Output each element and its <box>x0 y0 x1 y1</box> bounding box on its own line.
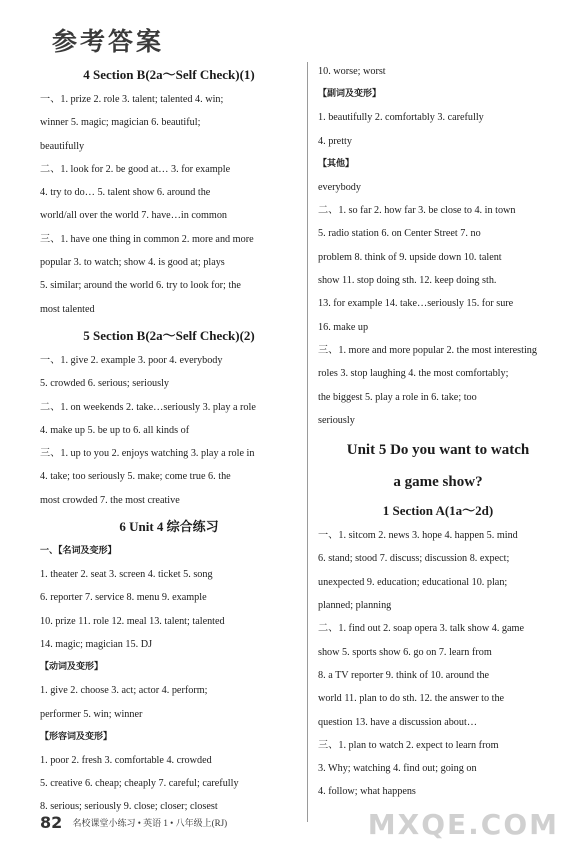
answer-line: show 5. sports show 6. go on 7. learn from <box>318 646 492 658</box>
page-footer <box>40 813 227 832</box>
answer-line: roles 3. stop laughing 4. the most comfortably; <box>318 368 509 380</box>
answer-line: 一、1. sitcom 2. news 3. hope 4. happen 5. mind <box>318 530 518 542</box>
answer-line: show 11. stop doing sth. 12. keep doing sth. <box>318 275 497 287</box>
answer-line: everybody <box>318 181 361 193</box>
answer-line: 二、1. find out 2. soap opera 3. talk show 4. game <box>318 623 524 635</box>
answer-line: 8. serious; seriously 9. close; closer; closest <box>40 801 218 813</box>
footer-text: 名校课堂小练习 • 英语 1 • 八年级上(RJ) <box>72 818 228 828</box>
answer-line: 1. beautifully 2. comfortably 3. carefully <box>318 112 484 124</box>
answer-line: 三、1. plan to watch 2. expect to learn from <box>318 739 499 751</box>
answer-line: 16. make up <box>318 321 369 333</box>
answer-line: winner 5. magic; magician 6. beautiful; <box>40 117 201 129</box>
answer-line: question 13. have a discussion about… <box>318 716 478 728</box>
unit-heading: Unit 5 Do you want to watch <box>346 442 530 459</box>
answer-line: 10. worse; worst <box>318 66 386 77</box>
unit-heading: a game show? <box>393 474 483 491</box>
column-divider <box>307 62 308 822</box>
subheading: 一、【名词及变形】 <box>40 546 117 557</box>
answer-line: unexpected 9. education; educational 10. plan; <box>318 576 508 588</box>
left-column <box>40 60 298 819</box>
section-heading: 1 Section A(1a～2d) <box>382 503 494 519</box>
answer-line: the biggest 5. play a role in 6. take; too <box>318 391 477 403</box>
answer-line: 4. pretty <box>318 135 352 147</box>
answer-line: 14. magic; magician 15. DJ <box>40 638 153 650</box>
answer-line: 1. poor 2. fresh 3. comfortable 4. crowded <box>40 754 212 766</box>
answer-line: 三、1. have one thing in common 2. more and more <box>40 233 254 245</box>
answer-line: 5. radio station 6. on Center Street 7. no <box>318 228 481 240</box>
answer-line: seriously <box>318 414 355 426</box>
answer-line: 4. follow; what happens <box>318 786 416 798</box>
answer-line: 4. make up 5. be up to 6. all kinds of <box>40 424 190 436</box>
page-title: 参考答案 <box>52 27 165 56</box>
answer-line: 1. give 2. choose 3. act; actor 4. perform; <box>40 685 208 697</box>
answer-line: 一、1. prize 2. role 3. talent; talented 4. win; <box>40 94 224 105</box>
answer-line: 三、1. more and more popular 2. the most interesting <box>318 344 537 356</box>
subheading: 【副词及变形】 <box>318 89 382 100</box>
answer-line: 6. stand; stood 7. discuss; discussion 8. expect; <box>318 553 510 565</box>
answer-line: problem 8. think of 9. upside down 10. talent <box>318 251 502 263</box>
answer-line: 5. similar; around the world 6. try to look for; the <box>40 280 241 292</box>
watermark-logo: MXQE.COM <box>367 808 559 841</box>
answer-line: most talented <box>40 303 95 315</box>
section-heading: 4 Section B(2a～Self Check)(1) <box>83 67 255 82</box>
answer-line: most crowded 7. the most creative <box>40 494 180 506</box>
answer-line: 4. take; too seriously 5. make; come true 6. the <box>40 471 231 483</box>
page-number: 82 <box>40 813 63 832</box>
answer-line: 1. theater 2. seat 3. screen 4. ticket 5. song <box>40 569 213 581</box>
answer-line: 三、1. up to you 2. enjoys watching 3. play a role in <box>40 448 255 460</box>
answer-line: world 11. plan to do sth. 12. the answer to the <box>318 693 505 705</box>
answer-line: 3. Why; watching 4. find out; going on <box>318 763 477 775</box>
answer-line: 5. creative 6. cheap; cheaply 7. careful; carefully <box>40 778 239 790</box>
answer-line: 6. reporter 7. service 8. menu 9. example <box>40 592 207 604</box>
answer-line: planned; planning <box>318 600 392 612</box>
answer-line: 10. prize 11. role 12. meal 13. talent; talented <box>40 615 225 627</box>
section-heading: 5 Section B(2a～Self Check)(2) <box>83 327 255 343</box>
answer-line: 8. a TV reporter 9. think of 10. around the <box>318 669 490 681</box>
answer-line: 二、1. on weekends 2. take…seriously 3. play a role <box>40 401 256 413</box>
answer-line: 一、1. give 2. example 3. poor 4. everybody <box>40 354 223 366</box>
section-heading: 6 Unit 4 综合练习 <box>119 519 219 535</box>
answer-line: 二、1. look for 2. be good at… 3. for example <box>40 163 231 175</box>
right-column <box>318 60 558 804</box>
subheading: 【动词及变形】 <box>40 662 104 673</box>
answer-line: beautifully <box>40 140 85 152</box>
answer-line: performer 5. win; winner <box>40 708 143 720</box>
answer-line: world/all over the world 7. have…in common <box>40 210 228 222</box>
answer-line: 4. try to do… 5. talent show 6. around the <box>40 187 211 199</box>
answer-line: 5. crowded 6. serious; seriously <box>40 378 170 390</box>
subheading: 【其他】 <box>318 158 355 169</box>
answer-line: 二、1. so far 2. how far 3. be close to 4. in town <box>318 205 516 217</box>
answer-line: 13. for example 14. take…seriously 15. for sure <box>318 298 514 310</box>
answer-line: popular 3. to watch; show 4. is good at; plays <box>40 257 225 269</box>
subheading: 【形容词及变形】 <box>40 731 113 742</box>
